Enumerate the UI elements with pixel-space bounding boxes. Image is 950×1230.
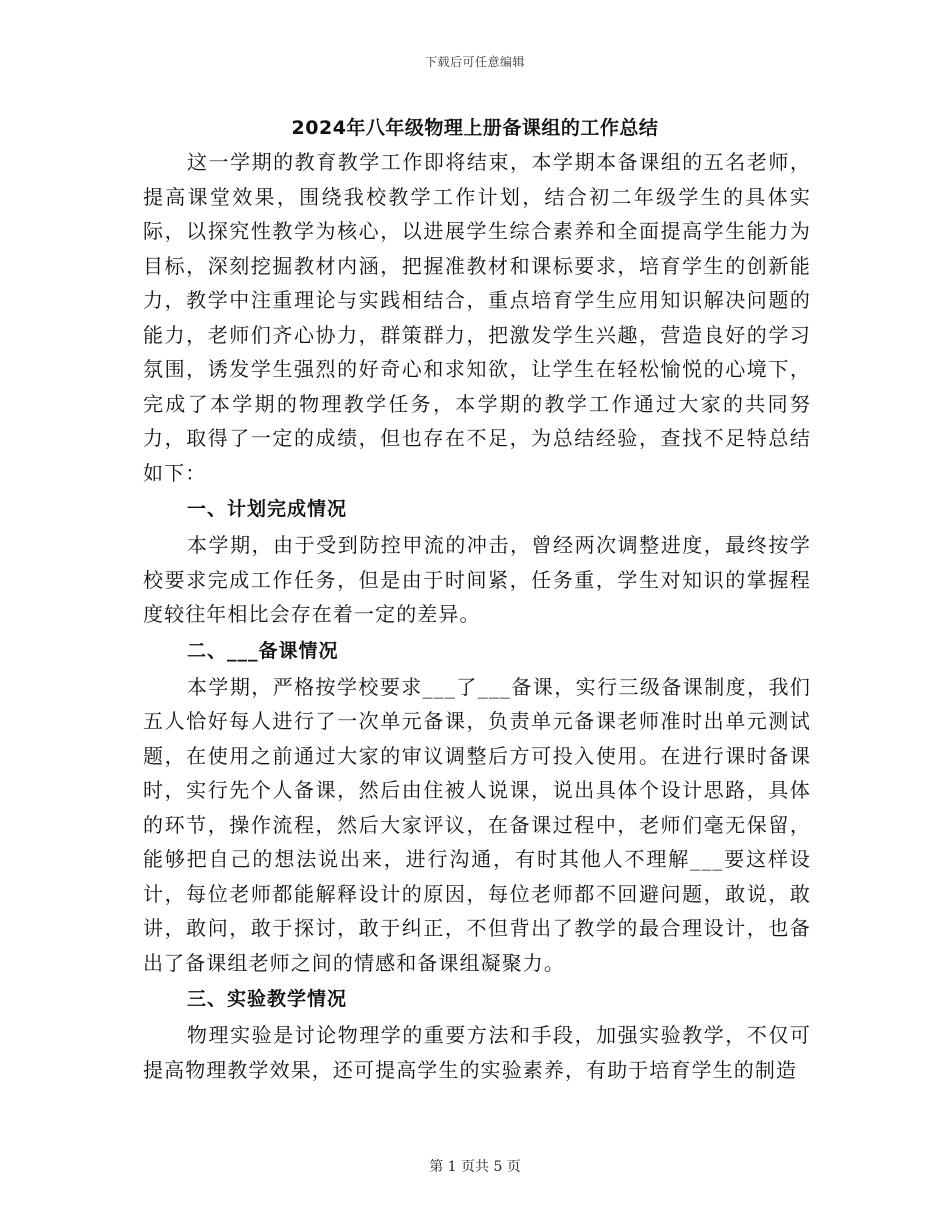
- section-paragraph-experiment: 物理实验是讨论物理学的重要方法和手段，加强实验教学，不仅可提高物理教学效果，还可提高学生的实验素养，有助于培育学生的制造: [143, 1023, 811, 1082]
- document-body: [143, 145, 811, 1087]
- section-heading-experiment: 三、实验教学情况: [187, 988, 348, 1010]
- section-heading-plan: 一、计划完成情况: [187, 498, 348, 520]
- section-paragraph-plan: 本学期，由于受到防控甲流的冲击，曾经两次调整进度，最终按学校要求完成工作任务，但是由于时间紧，任务重，学生对知识的掌握程度较往年相比会存在着一定的差异。: [143, 533, 811, 626]
- document-title: 2024年八年级物理上册备课组的工作总结: [291, 117, 659, 139]
- section-heading-lesson-prep: 二、___备课情况: [187, 639, 339, 662]
- page-number: 第 1 页共 5 页: [429, 1159, 521, 1175]
- intro-paragraph: 这一学期的教育教学工作即将结束，本学期本备课组的五名老师，提高课堂效果，围绕我校教学工作计划，结合初二年级学生的具体实际，以探究性教学为核心，以进展学生综合素养和全面提高学生能力为目标，深刻挖掘教材内涵，把握准教材和课标要求，培育学生的创新能力，教学中注重理论与实践相结合，重点培育学生应用知识解决问题的能力，老师们齐心协力，群策群力，把激发学生兴趣，营造良好的学习氛围，诱发学生强烈的好奇心和求知欲，让学生在轻松愉悦的心境下，完成了本学期的物理教学任务，本学期的教学工作通过大家的共同努力，取得了一定的成绩，但也存在不足，为总结经验，查找不足特总结如下：: [143, 150, 811, 485]
- section-paragraph-lesson-prep: 本学期，严格按学校要求___了___备课，实行三级备课制度，我们五人恰好每人进行了一次单元备课，负责单元备课老师准时出单元测试题，在使用之前通过大家的审议调整后方可投入使用。在进行课时备课时，实行先个人备课，然后由住被人说课，说出具体个设计思路，具体的环节，操作流程，然后大家评议，在备课过程中，老师们毫无保留，能够把自己的想法说出来，进行沟通，有时其他人不理解___要这样设计，每位老师都能解释设计的原因，每位老师都不回避问题，敢说，敢讲，敢问，敢于探讨，敢于纠正，不但背出了教学的最合理设计，也备出了备课组老师之间的情感和备课组凝聚力。: [143, 674, 811, 975]
- header-note: 下载后可任意编辑: [424, 55, 525, 69]
